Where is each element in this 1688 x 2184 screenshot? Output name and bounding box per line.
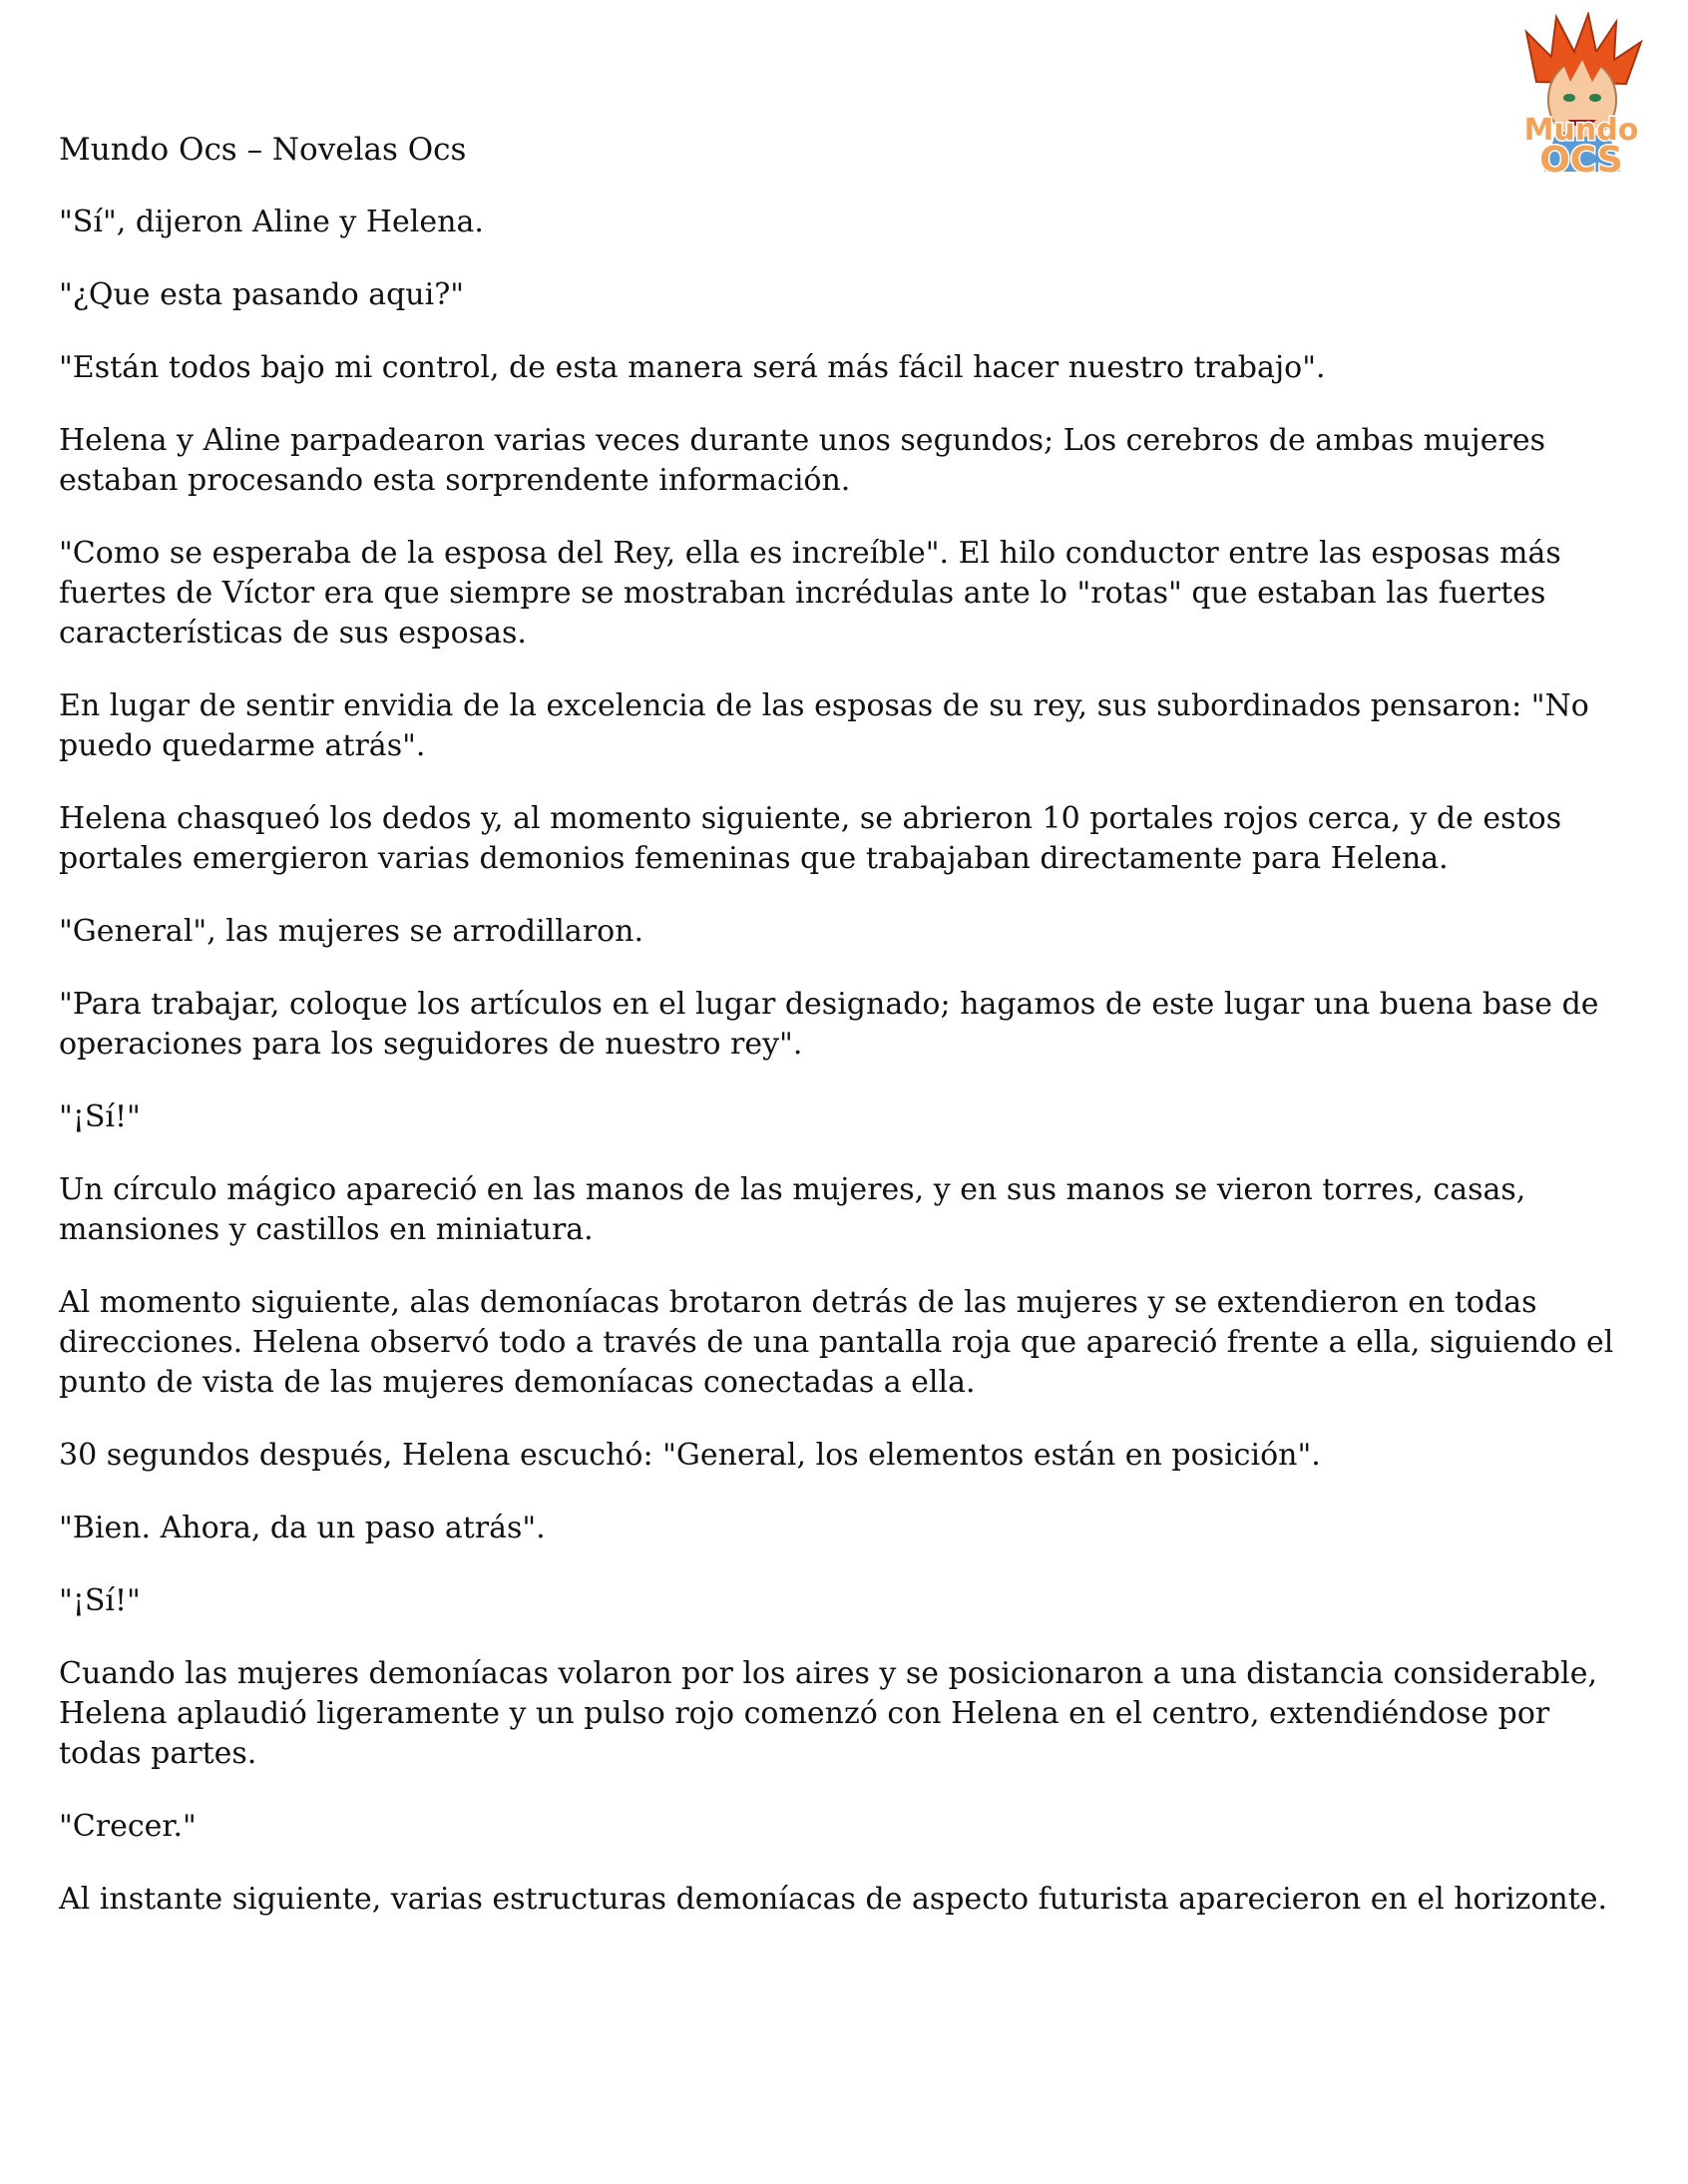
svg-text:OCS: OCS — [1539, 140, 1623, 181]
mundo-ocs-logo — [1496, 12, 1666, 182]
paragraph: Al momento siguiente, alas demoníacas brotaron detrás de las mujeres y se extendieron en todas direcciones. Helena observó todo a través de una pantalla roja que apareció frente a ella, siguiendo el punto de vista de las mujeres demoníacas conectadas a ella. — [59, 1285, 1614, 1400]
paragraph: Helena chasqueó los dedos y, al momento siguiente, se abrieron 10 portales rojos cerca, y de estos portales emergieron varias demonios femeninas que trabajaban directamente para Helena. — [59, 801, 1562, 876]
paragraph: Helena y Aline parpadearon varias veces durante unos segundos; Los cerebros de ambas mujeres estaban procesando esta sorprendente información. — [59, 423, 1545, 498]
paragraph: "General", las mujeres se arrodillaron. — [59, 914, 643, 949]
paragraph: "Bien. Ahora, da un paso atrás". — [59, 1511, 546, 1545]
paragraph: "Para trabajar, coloque los artículos en el lugar designado; hagamos de este lugar una buena base de operaciones para los seguidores de nuestro rey". — [59, 987, 1599, 1062]
paragraph: "¡Sí!" — [59, 1099, 141, 1134]
paragraph: "Como se esperaba de la esposa del Rey, ella es increíble". El hilo conductor entre las esposas más fuertes de Víctor era que siempre se mostraban incrédulas ante lo "rotas" que estaban las fuertes características de sus esposas. — [59, 536, 1561, 651]
paragraph: Al instante siguiente, varias estructuras demoníacas de aspecto futurista aparecieron en el horizonte. — [59, 1882, 1608, 1917]
paragraph: "Están todos bajo mi control, de esta manera será más fácil hacer nuestro trabajo". — [59, 350, 1326, 385]
paragraph: "Sí", dijeron Aline y Helena. — [59, 205, 484, 239]
svg-text:Mundo: Mundo — [1523, 113, 1639, 148]
paragraph: Cuando las mujeres demoníacas volaron por los aires y se posicionaron a una distancia considerable, Helena aplaudió ligeramente y un pulso rojo comenzó con Helena en el centro, extendiéndose por todas partes. — [59, 1656, 1597, 1771]
paragraph: 30 segundos después, Helena escuchó: "General, los elementos están en posición". — [59, 1438, 1321, 1473]
paragraph: "¿Que esta pasando aqui?" — [59, 277, 465, 312]
document-body — [59, 203, 1615, 1953]
paragraph: Un círculo mágico apareció en las manos de las mujeres, y en sus manos se vieron torres, casas, mansiones y castillos en miniatura. — [59, 1172, 1526, 1247]
paragraph: "Crecer." — [59, 1809, 197, 1844]
paragraph: En lugar de sentir envidia de la excelencia de las esposas de su rey, sus subordinados pensaron: "No puedo quedarme atrás". — [59, 688, 1589, 763]
document-header: Mundo Ocs – Novelas Ocs — [59, 132, 467, 168]
paragraph: "¡Sí!" — [59, 1583, 141, 1618]
